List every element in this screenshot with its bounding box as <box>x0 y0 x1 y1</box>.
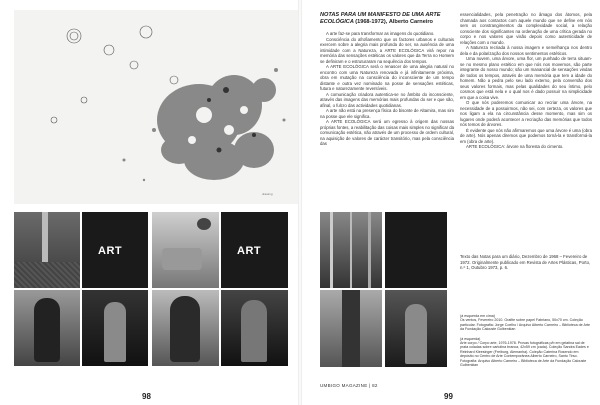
paragraph: A arte faz-se para transformar as imagens do quotidiano. <box>326 31 435 36</box>
photo-stone-field <box>152 212 219 288</box>
title-years: (1968-1972), <box>355 18 388 25</box>
paragraph: Consciência do afrofiamento que os factores urbanos e culturais exercem sobre a alegria mais profunda do ser, na ausência de uma intimidade com a Natureza, a ARTE ECOLÓGICA virá repor na memória das sensações estéticas os valores que da Terra no Homem se definiram e o estruturaram na sequência dos tempos. <box>320 36 454 64</box>
image-captions <box>460 314 592 372</box>
paragraph: É evidente que nós não afirmaremos que uma árvore é uma (obra de arte). Nós apenas diremos que podemos torná-la e transformá-la em (obra de arte). <box>460 127 592 144</box>
source-notes: Texto das Notas para um diário, Dezembro de 1968 – Fevereiro de 1972. Originalmente publicado em Revista de Artes Plásticas, Porto, n.º 1, Outubro 1973, p. 6. <box>460 254 591 270</box>
article-title <box>320 12 465 25</box>
title-text: NOTAS PARA UM MANIFESTO DE UMA ARTE ECOLÓGICA <box>320 12 441 25</box>
drawing-art <box>14 10 300 204</box>
paragraph: essencialidades, pela penetração no âmago dos átomos, pela chamada aos contactos com aquele mundo que se define em nós sem os constrangimentos da complexidade social, a relação consciente dos significantes na ordenação de uma crítica gerada no corpo e nos valores que visão depois como autenticidade de relações com o mundo. <box>460 12 592 45</box>
paragraph: A ARTE ECOLÓGICA será um egresso à origem das nossas próprias fontes, a reabilitação das coisas mais simples no significar da comunicação estética, não através de um processo de ordem cultural, na aquisição de valores de carácter transitório, mas pela consciência das <box>320 119 454 146</box>
drawing-caption: drawing <box>262 192 273 196</box>
caption-2-title: (à esquerda) <box>460 336 481 341</box>
paragraph: O que nós poderemos comunicar ao recriar uma árvore, na necessidade de a possuirmos, não sei, com certeza, os valores que nos ligam a ela na circunstância desse momento, mas sim os lugares onde poderá acontecer a recriação das memórias que todos nós temos de árvores. <box>460 100 592 127</box>
page-number-right: 99 <box>444 392 453 401</box>
graphite-drawing <box>14 10 300 204</box>
paragraph: Uma nuvem, uma árvore, uma flor, um punhado de terra situam-se no mesmo plano estético em que nós nos movemos, são parte integrante do nosso mundo; são um manancial de sensações vindas de todos os tempos, através de uma memória que tem a idade do homem. Não a pedra pelo seu lado externo, pela conversão dos seus valores formais, mas pelas qualidades do seu íntimo, pelo cosmos que está nela e o qual nos é dado possuir na simplicidade em que a coisa vive. <box>460 56 592 100</box>
magazine-name: UMBIGO MAGAZINE | 82 <box>320 383 378 388</box>
photo-forest <box>320 212 382 288</box>
photo-tree-trunk <box>14 212 80 288</box>
photo-group-left <box>14 212 148 366</box>
photo-hand <box>14 290 80 366</box>
right-page <box>302 0 600 405</box>
photo-hand-2 <box>152 290 219 366</box>
photo-group-right <box>152 212 288 366</box>
photo-figure-3 <box>385 290 447 367</box>
caption-1-text: Os ventos, Fevereiro 2010. Grafite sobre papel Fabriano, 50x70 cm. Coleção particular. Fotografia: Jorge Coelho / Arquivo Alberto Carneiro – Biblioteca de Arte da Fundação Calouste Gulbenkian <box>460 318 591 332</box>
photo-group-right-page <box>320 212 447 367</box>
text-column-b <box>460 12 592 150</box>
art-text-1: ART <box>98 245 123 257</box>
photo-art-panel-1 <box>82 212 148 288</box>
paragraph: A arte não está na presença física do bisonte de Altamira, mas sim na posse que ele significa. <box>320 108 454 119</box>
photo-trunk-closeup <box>320 290 382 367</box>
left-page <box>0 0 298 405</box>
paragraph: A comunicação criadora autentica-se no âmbito do inconsciente, através das imagens das memórias mais profundas do ser e que são, afinal, o fulcro das actividades quotidianas. <box>320 91 454 108</box>
photo-dark-panel <box>385 212 447 288</box>
paragraph: ARTE ECOLÓGICA: árvore na floresta do cimento. <box>466 144 564 149</box>
paragraph: A ARTE ECOLÓGICA será o renascer de uma alegria natural no encontro com uma Natureza renovada e já infinitamente próxima, obra em mutação na consciência do inconsciente de um tempo distante e outra vez nominado na posse de sensações estéticas, futura e naturezamente reversíveis. <box>320 64 454 91</box>
page-number-left: 98 <box>142 392 151 401</box>
photo-figure-1 <box>82 290 148 366</box>
text-column-a <box>320 31 454 147</box>
author-name: Alberto Carneiro <box>388 18 433 25</box>
art-text-2: ART <box>237 245 262 257</box>
caption-2-text: Arte corpo / Corpo arte, 1976-1978. Provas fotográficas p/b em gelatina sal de prata coladas sobre cartolina branca, 42x59 cm (cada). Coleção Sandra Eades e Reinhard Kleesinger (Freiburg, Alemanha). Coleção Caterina Rosendo em depósito no Centro de Arte Contemporânea Alberto Carneiro, Santo Tirso. Fotografia: Arquivo Alberto Carneiro – Biblioteca de Arte da Fundação Calouste Gulbenkian <box>460 341 589 368</box>
photo-art-panel-2 <box>221 212 288 288</box>
caption-1-title: (à esquerda em cima) <box>460 314 495 318</box>
paragraph: A Natureza recriada à nossa imagem e semelhança nos dentro dela e da polarização dos nossos sentimentos estéticos. <box>460 45 592 56</box>
photo-figure-2 <box>221 290 288 366</box>
